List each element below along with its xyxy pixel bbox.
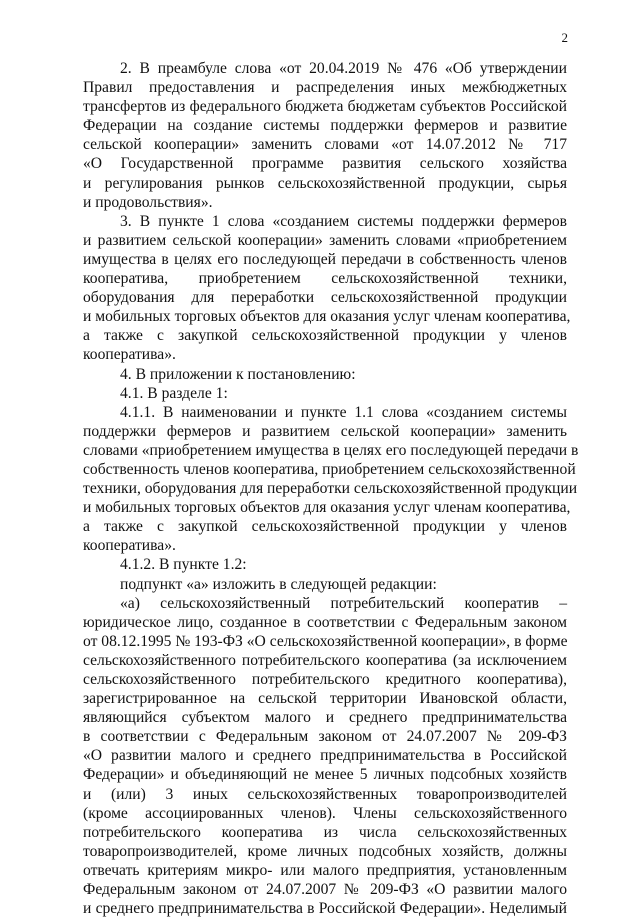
text-line: Правил предоставления и распределения иных межбюджетных bbox=[83, 79, 567, 97]
text-line: подпункт «а» изложить в следующей редакции: bbox=[120, 575, 437, 593]
page-number: 2 bbox=[561, 30, 568, 45]
text-line: трансфертов из федерального бюджета бюджетам субъектов Российской bbox=[83, 98, 567, 116]
text-line: сельской кооперации» заменить словами «от 14.07.2012 № 717 bbox=[83, 136, 567, 154]
text-line: 4. В приложении к постановлению: bbox=[120, 365, 356, 383]
text-line: в соответствии с Федеральным законом от 24.07.2007 № 209-ФЗ bbox=[83, 728, 567, 746]
text-line: 3. В пункте 1 слова «созданием системы поддержки фермеров bbox=[120, 212, 567, 230]
text-line: (кроме ассоциированных членов). Члены сельскохозяйственного bbox=[83, 804, 567, 822]
text-line: и (или) 3 иных сельскохозяйственных товаропроизводителей bbox=[83, 785, 567, 803]
text-line: 4.1. В разделе 1: bbox=[120, 384, 228, 402]
text-line: «О Государственной программе развития сельского хозяйства bbox=[83, 155, 567, 173]
text-line: 4.1.2. В пункте 1.2: bbox=[120, 556, 247, 574]
text-line: и продовольствия». bbox=[83, 193, 213, 211]
text-line: и развитием сельской кооперации» заменить словами «приобретением bbox=[83, 231, 567, 249]
text-line: являющийся субъектом малого и среднего предпринимательства bbox=[83, 709, 567, 727]
text-line: сельскохозяйственного потребительского кооператива (за исключением bbox=[83, 651, 567, 669]
text-line: кооператива». bbox=[83, 537, 176, 555]
text-line: словами «приобретением имущества в целях его последующей передачи в bbox=[83, 441, 579, 459]
text-line: 4.1.1. В наименовании и пункте 1.1 слова «созданием системы bbox=[120, 403, 567, 421]
text-line: кооператива». bbox=[83, 346, 176, 364]
text-line: Федеральным законом от 24.07.2007 № 209-ФЗ «О развитии малого bbox=[83, 881, 567, 899]
text-line: и мобильных торговых объектов для оказания услуг членам кооператива, bbox=[83, 308, 571, 326]
text-line: и регулирования рынков сельскохозяйственной продукции, сырья bbox=[83, 174, 567, 192]
text-line: и мобильных торговых объектов для оказания услуг членам кооператива, bbox=[83, 499, 571, 517]
text-line: юридическое лицо, созданное в соответствии с Федеральным законом bbox=[83, 613, 567, 631]
text-line: поддержки фермеров и развитием сельской кооперации» заменить bbox=[83, 422, 567, 440]
text-line: зарегистрированное на сельской территории Ивановской области, bbox=[83, 690, 567, 708]
text-line: и среднего предпринимательства в Российской Федерации». Неделимый bbox=[83, 900, 567, 918]
document-body bbox=[83, 59, 579, 918]
text-line: 2. В преамбуле слова «от 20.04.2019 № 476 «Об утверждении bbox=[120, 60, 567, 77]
text-line: товаропроизводителей, кроме личных подсобных хозяйств, должны bbox=[83, 842, 567, 860]
text-line: а также с закупкой сельскохозяйственной продукции у членов bbox=[83, 327, 567, 345]
text-line: потребительского кооператива из числа сельскохозяйственных bbox=[83, 823, 567, 841]
text-line: Федерации на создание системы поддержки фермеров и развитие bbox=[83, 117, 567, 135]
text-line: от 08.12.1995 № 193-ФЗ «О сельскохозяйственной кооперации», в форме bbox=[83, 632, 568, 650]
text-line: «а) сельскохозяйственный потребительский кооператив – bbox=[120, 594, 567, 612]
text-line: сельскохозяйственного потребительского кредитного кооператива), bbox=[83, 671, 567, 688]
text-line: имущества в целях его последующей передачи в собственность членов bbox=[83, 250, 567, 268]
text-line: Федерации» и объединяющий не менее 5 личных подсобных хозяйств bbox=[83, 766, 567, 784]
text-line: собственность членов кооператива, приобретением сельскохозяйственной bbox=[83, 460, 576, 478]
text-line: отвечать критериям микро- или малого предприятия, установленным bbox=[83, 861, 567, 879]
text-line: техники, оборудования для переработки сельскохозяйственной продукции bbox=[83, 480, 578, 498]
text-line: кооператива, приобретением сельскохозяйственной техники, bbox=[83, 270, 567, 288]
text-line: «О развитии малого и среднего предпринимательства в Российской bbox=[83, 747, 567, 765]
text-line: оборудования для переработки сельскохозяйственной продукции bbox=[83, 289, 567, 307]
text-line: а также с закупкой сельскохозяйственной продукции у членов bbox=[83, 518, 567, 536]
